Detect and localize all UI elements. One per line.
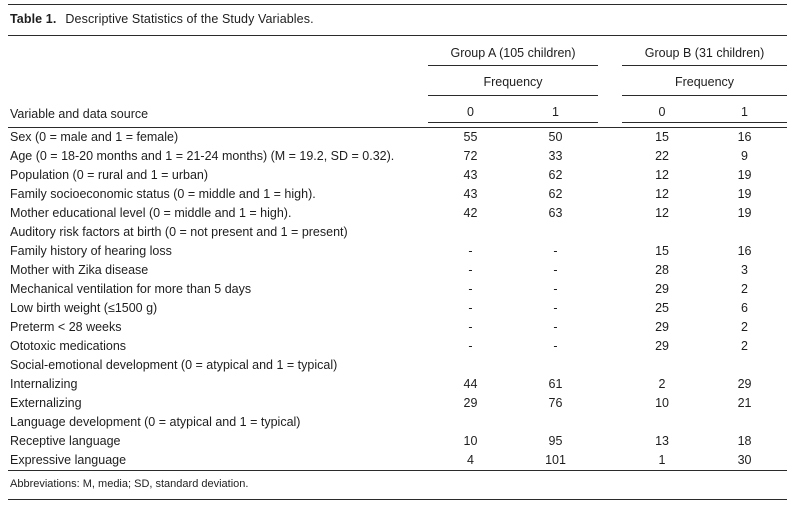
col-header-b1	[702, 96, 787, 128]
value-cell: 42	[463, 206, 478, 220]
group-b-header: Group B (31 children)	[622, 36, 787, 66]
column-spacer	[598, 394, 622, 413]
col-header-label: 1	[702, 105, 787, 123]
column-spacer	[598, 356, 622, 375]
column-spacer	[598, 299, 622, 318]
col-header-label: 1	[513, 105, 598, 123]
value-cell	[428, 223, 513, 242]
value-cell: -	[468, 282, 473, 296]
value-cell: 95	[548, 434, 563, 448]
col-header-label: 0	[428, 105, 513, 123]
value-cell: 12	[655, 206, 669, 220]
value-cell: 29	[655, 339, 669, 353]
variable-label: Family history of hearing loss	[10, 244, 172, 258]
value-cell: -	[468, 301, 473, 315]
value-cell: -	[553, 320, 558, 334]
value-cell: 3	[741, 263, 748, 277]
value-cell: 19	[737, 206, 752, 220]
column-spacer	[598, 280, 622, 299]
table-body	[8, 128, 787, 470]
value-cell: 15	[655, 244, 669, 258]
column-spacer	[598, 147, 622, 166]
value-cell: 43	[463, 168, 478, 182]
value-cell: 16	[737, 244, 752, 258]
value-cell: -	[553, 301, 558, 315]
column-spacer	[598, 375, 622, 394]
table-row	[8, 394, 787, 413]
table-row	[8, 451, 787, 470]
section-row	[8, 223, 787, 242]
table-row	[8, 166, 787, 185]
column-spacer	[598, 432, 622, 451]
table-row	[8, 375, 787, 394]
variable-label: Mother with Zika disease	[10, 263, 149, 277]
value-cell: -	[553, 282, 558, 296]
table-title	[8, 5, 787, 35]
value-cell: -	[553, 339, 558, 353]
col-header-a1	[513, 96, 598, 128]
value-cell: 25	[655, 301, 669, 315]
value-cell: 76	[548, 396, 563, 410]
section-row	[8, 356, 787, 375]
variable-label: Population (0 = rural and 1 = urban)	[10, 168, 209, 182]
value-cell: 13	[655, 434, 669, 448]
value-cell	[622, 223, 702, 242]
column-spacer	[598, 223, 622, 242]
value-cell: 29	[655, 282, 669, 296]
value-cell: -	[468, 320, 473, 334]
value-cell: -	[468, 263, 473, 277]
column-spacer	[598, 242, 622, 261]
value-cell	[428, 413, 513, 432]
column-spacer	[598, 166, 622, 185]
value-cell: 10	[463, 434, 478, 448]
col-header-a0	[428, 96, 513, 128]
group-b-frequency-label: Frequency	[622, 66, 787, 96]
value-cell: -	[468, 244, 473, 258]
empty-cell	[8, 66, 428, 96]
table-row	[8, 337, 787, 356]
value-cell: 2	[741, 320, 748, 334]
value-cell: 6	[741, 301, 748, 315]
table-row	[8, 185, 787, 204]
variable-label: Age (0 = 18-20 months and 1 = 21-24 months) (M = 19.2, SD = 0.32).	[10, 149, 395, 163]
column-spacer	[598, 66, 622, 96]
table-row	[8, 299, 787, 318]
variable-column-header: Variable and data source	[10, 107, 149, 121]
table-row	[8, 147, 787, 166]
value-cell: 19	[737, 187, 752, 201]
variable-label: Social-emotional development (0 = atypical and 1 = typical)	[10, 358, 338, 372]
column-spacer	[598, 96, 622, 128]
value-cell: 15	[655, 130, 669, 145]
table-row	[8, 432, 787, 451]
variable-label: Ototoxic medications	[10, 339, 127, 353]
group-header-row	[8, 36, 787, 66]
value-cell: 62	[548, 168, 563, 182]
value-cell: 29	[737, 377, 752, 391]
value-cell: 12	[655, 168, 669, 182]
value-cell: 33	[548, 149, 563, 163]
value-cell	[622, 413, 702, 432]
variable-label: Auditory risk factors at birth (0 = not present and 1 = present)	[10, 225, 348, 239]
value-cell: 2	[741, 339, 748, 353]
table-row	[8, 318, 787, 337]
column-spacer	[598, 128, 622, 147]
column-spacer	[598, 451, 622, 470]
value-cell: 29	[463, 396, 478, 410]
table-caption: Descriptive Statistics of the Study Variables.	[65, 12, 314, 26]
value-cell: 61	[548, 377, 563, 391]
table-header	[8, 36, 787, 128]
variable-label: Mother educational level (0 = middle and 1 = high).	[10, 206, 292, 220]
value-cell: -	[553, 263, 558, 277]
value-cell: 16	[737, 130, 752, 145]
value-cell: 29	[655, 320, 669, 334]
bottom-gap	[8, 500, 787, 506]
column-spacer	[598, 204, 622, 223]
table-footnote: Abbreviations: M, media; SD, standard deviation.	[10, 477, 249, 490]
column-spacer	[598, 36, 622, 66]
descriptive-statistics-table	[8, 36, 787, 470]
value-cell: 4	[467, 453, 474, 467]
col-header-label: 0	[622, 105, 702, 123]
value-cell: -	[553, 244, 558, 258]
value-cell: 62	[548, 187, 563, 201]
variable-label: Expressive language	[10, 453, 127, 467]
value-cell: 2	[658, 377, 666, 391]
group-a-header: Group A (105 children)	[428, 36, 598, 66]
value-cell: 19	[737, 168, 752, 182]
value-cell: 44	[463, 377, 478, 391]
value-cell	[428, 356, 513, 375]
table-row	[8, 204, 787, 223]
value-cell: 2	[741, 282, 748, 296]
value-cell	[622, 356, 702, 375]
table-number: Table 1.	[10, 12, 57, 26]
value-cell: -	[468, 339, 473, 353]
variable-label: Mechanical ventilation for more than 5 days	[10, 282, 252, 296]
value-cell: 10	[655, 396, 669, 410]
group-a-frequency-label: Frequency	[428, 66, 598, 96]
column-spacer	[598, 261, 622, 280]
value-cell	[702, 223, 787, 242]
column-spacer	[598, 337, 622, 356]
column-spacer	[598, 185, 622, 204]
frequency-header-row	[8, 66, 787, 96]
variable-label: Low birth weight (≤1500 g)	[10, 301, 158, 315]
value-cell: 63	[548, 206, 563, 220]
value-cell: 30	[737, 453, 752, 467]
table-row	[8, 261, 787, 280]
value-cell: 101	[545, 453, 566, 467]
value-cell: 12	[655, 187, 669, 201]
value-cell	[513, 356, 598, 375]
variable-label: Preterm < 28 weeks	[10, 320, 122, 334]
value-cell: 9	[741, 149, 748, 163]
variable-label: Externalizing	[10, 396, 82, 410]
value-cell: 21	[737, 396, 752, 410]
value-cell	[513, 413, 598, 432]
value-cell: 22	[655, 149, 669, 163]
value-cell: 72	[463, 149, 478, 163]
value-cell	[702, 413, 787, 432]
variable-label: Family socioeconomic status (0 = middle and 1 = high).	[10, 187, 316, 201]
table-row	[8, 242, 787, 261]
column-spacer	[598, 413, 622, 432]
column-spacer	[598, 318, 622, 337]
value-cell: 50	[548, 130, 563, 145]
table-row	[8, 128, 787, 147]
value-cell	[702, 356, 787, 375]
variable-label: Receptive language	[10, 434, 121, 448]
value-cell: 18	[737, 434, 752, 448]
col-header-b0	[622, 96, 702, 128]
table-row	[8, 280, 787, 299]
variable-label: Internalizing	[10, 377, 78, 391]
value-cell: 55	[463, 130, 478, 145]
section-row	[8, 413, 787, 432]
empty-cell	[8, 36, 428, 66]
value-cell: 43	[463, 187, 478, 201]
value-cell: 28	[655, 263, 669, 277]
variable-label: Language development (0 = atypical and 1 = typical)	[10, 415, 301, 429]
column-header-row	[8, 96, 787, 128]
value-cell: 1	[658, 453, 666, 467]
variable-label: Sex (0 = male and 1 = female)	[10, 130, 179, 145]
value-cell	[513, 223, 598, 242]
